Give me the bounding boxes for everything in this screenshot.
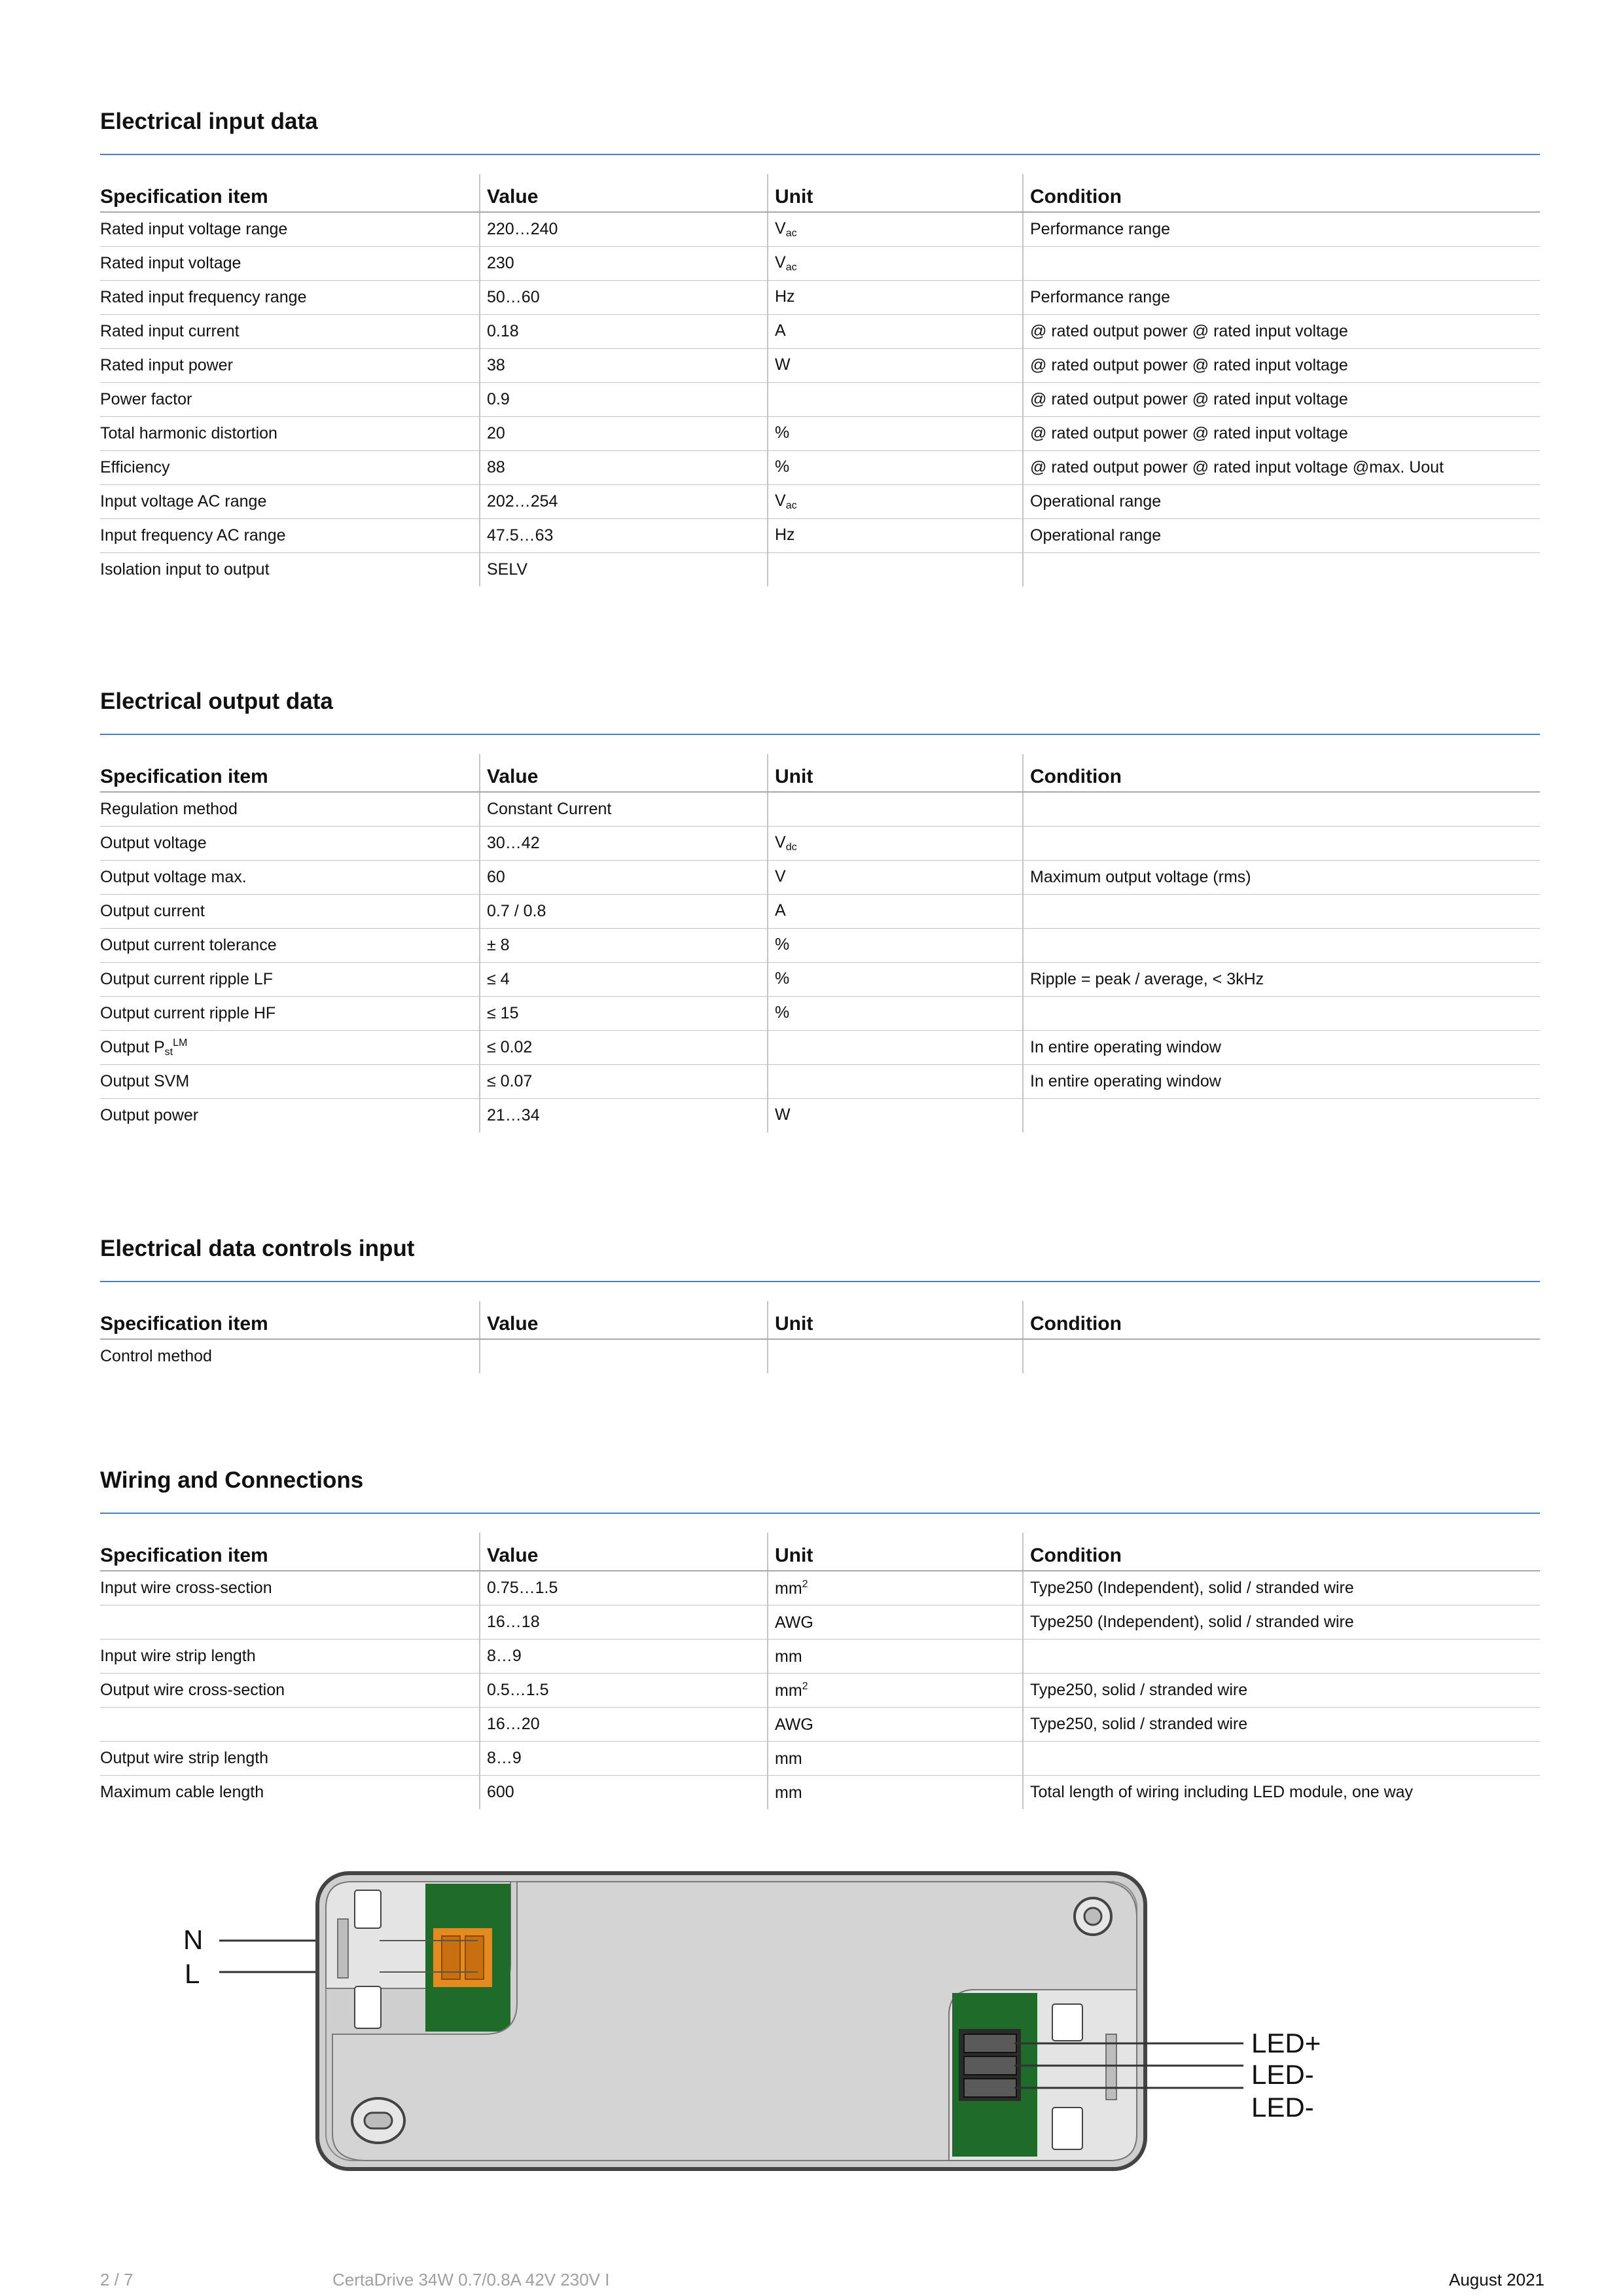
cell-value: 30…42 <box>480 827 768 861</box>
cell-value: 21…34 <box>480 1099 768 1133</box>
output-clamp-led-minus-2 <box>964 2079 1016 2097</box>
header-unit: Unit <box>768 174 1023 212</box>
footer-page-number: 2 / 7 <box>100 2270 134 2289</box>
cell-item: Rated input voltage range <box>100 212 480 247</box>
input-clamp-n <box>442 1936 460 1979</box>
cell-value: 202…254 <box>480 485 768 519</box>
input-label-l: L <box>185 1958 200 1989</box>
output-label-led-plus: LED+ <box>1251 2028 1321 2058</box>
cell-unit: AWG <box>768 1605 1023 1640</box>
cell-value: Constant Current <box>480 792 768 827</box>
cell-condition: @ rated output power @ rated input voltage @max. Uout <box>1023 451 1540 485</box>
cell-unit <box>768 383 1023 417</box>
footer-date: August 2021 <box>1448 2270 1544 2289</box>
cell-condition: Type250 (Independent), solid / stranded wire <box>1023 1571 1540 1605</box>
cell-item: Rated input voltage <box>100 247 480 281</box>
table-electrical-input <box>100 174 1540 586</box>
cell-condition <box>1023 247 1540 281</box>
cell-item: Output current <box>100 895 480 929</box>
header-spec-item: Specification item <box>100 1533 480 1571</box>
cell-item: Control method <box>100 1347 212 1365</box>
cell-value: 60 <box>480 861 768 895</box>
table-row <box>100 315 1540 349</box>
cell-unit <box>768 1031 1023 1065</box>
table-header-row <box>100 754 1540 792</box>
cell-item: Output power <box>100 1105 199 1124</box>
cell-item: Isolation input to output <box>100 560 270 579</box>
cell-unit: $V_{ac}$ <box>768 212 1023 247</box>
cell-condition: Operational range <box>1023 519 1540 553</box>
table-row <box>100 247 1540 281</box>
output-clamp-led-minus-1 <box>964 2056 1016 2075</box>
table-row <box>100 1708 1540 1742</box>
cell-condition <box>1023 1099 1540 1133</box>
mounting-slot-bottom-left <box>365 2113 392 2128</box>
cell-value: 38 <box>480 349 768 383</box>
header-value: Value <box>480 1301 768 1339</box>
cell-value: 8…9 <box>480 1640 768 1674</box>
header-condition: Condition <box>1023 754 1540 792</box>
table-row <box>100 1099 1540 1133</box>
cell-condition: @ rated output power @ rated input voltage <box>1023 349 1540 383</box>
cell-condition <box>1023 1742 1540 1776</box>
cell-item: Output SVM <box>100 1065 480 1099</box>
cell-unit: W <box>768 349 1023 383</box>
cell-item: Efficiency <box>100 451 480 485</box>
cell-condition: Type250, solid / stranded wire <box>1023 1674 1540 1708</box>
cell-condition: Operational range <box>1023 485 1540 519</box>
cell-condition <box>1023 553 1540 587</box>
cell-item: Power factor <box>100 383 480 417</box>
output-label-led-minus-2: LED- <box>1251 2092 1314 2123</box>
cell-item: Rated input power <box>100 349 480 383</box>
section-title-controls: Electrical data controls input <box>100 1236 415 1261</box>
cell-item: Output wire strip length <box>100 1742 480 1776</box>
table-row <box>100 1571 1540 1605</box>
cell-unit: A <box>768 895 1023 929</box>
cell-unit <box>768 792 1023 827</box>
header-value: Value <box>480 754 768 792</box>
cell-value: 88 <box>480 451 768 485</box>
header-condition: Condition <box>1023 1301 1540 1339</box>
table-row <box>100 895 1540 929</box>
cell-unit: % <box>768 451 1023 485</box>
table-row <box>100 1742 1540 1776</box>
table-row <box>100 963 1540 997</box>
table-row <box>100 1605 1540 1640</box>
table-header-row <box>100 1533 1540 1571</box>
table-row <box>100 349 1540 383</box>
cell-condition: @ rated output power @ rated input voltage <box>1023 383 1540 417</box>
header-unit: Unit <box>768 1533 1023 1571</box>
section-title-input: Electrical input data <box>100 109 318 134</box>
table-row <box>100 1776 1540 1810</box>
input-strip-gauge <box>338 1919 348 1978</box>
cell-value: ≤ 0.02 <box>480 1031 768 1065</box>
cell-condition <box>1023 997 1540 1031</box>
cell-unit: % <box>768 963 1023 997</box>
cell-value <box>480 1339 768 1373</box>
cell-item: Total harmonic distortion <box>100 417 480 451</box>
cell-condition: Ripple = peak / average, < 3kHz <box>1023 963 1540 997</box>
table-electrical-output <box>100 754 1540 1132</box>
cell-condition <box>1023 929 1540 963</box>
cell-value: ≤ 15 <box>480 997 768 1031</box>
section-title-wiring: Wiring and Connections <box>100 1467 364 1493</box>
cell-condition: In entire operating window <box>1023 1031 1540 1065</box>
driver-wiring-diagram <box>170 1859 1348 2173</box>
cell-value: 600 <box>480 1776 768 1810</box>
cell-value: 0.18 <box>480 315 768 349</box>
table-row <box>100 1031 1540 1065</box>
cell-item: Input frequency AC range <box>100 519 480 553</box>
header-value: Value <box>480 1533 768 1571</box>
cell-item: Output current ripple HF <box>100 997 480 1031</box>
cell-unit: V <box>768 861 1023 895</box>
cell-unit: mm <box>768 1742 1023 1776</box>
cell-value: SELV <box>480 553 768 587</box>
cell-unit: % <box>768 929 1023 963</box>
section-rule-wiring <box>100 1513 1540 1514</box>
header-condition: Condition <box>1023 1533 1540 1571</box>
table-row <box>100 861 1540 895</box>
cell-value: ≤ 0.07 <box>480 1065 768 1099</box>
cell-condition <box>1023 792 1540 827</box>
cell-condition: Performance range <box>1023 281 1540 315</box>
cell-item: Regulation method <box>100 792 480 827</box>
table-row <box>100 383 1540 417</box>
cell-condition: Total length of wiring including LED module, one way <box>1023 1776 1540 1810</box>
table-row <box>100 281 1540 315</box>
cell-unit: $mm^2$ <box>768 1674 1023 1708</box>
cell-item: Output voltage max. <box>100 861 480 895</box>
mounting-hole-top-right-inner <box>1084 1908 1101 1925</box>
header-spec-item: Specification item <box>100 754 480 792</box>
table-row <box>100 1640 1540 1674</box>
table-row <box>100 519 1540 553</box>
header-spec-item: Specification item <box>100 174 480 212</box>
input-release-slot-bottom <box>355 1986 381 2028</box>
table-row <box>100 929 1540 963</box>
output-release-slot-bottom <box>1052 2108 1082 2149</box>
cell-unit: % <box>768 417 1023 451</box>
cell-value: 0.75…1.5 <box>480 1571 768 1605</box>
table-row <box>100 485 1540 519</box>
cell-value: ≤ 4 <box>480 963 768 997</box>
header-unit: Unit <box>768 754 1023 792</box>
footer-product-name: CertaDrive 34W 0.7/0.8A 42V 230V I <box>332 2270 610 2289</box>
section-title-output: Electrical output data <box>100 689 333 714</box>
input-clamp-l <box>465 1936 484 1979</box>
cell-item: Maximum cable length <box>100 1783 264 1801</box>
cell-unit: $V_{ac}$ <box>768 247 1023 281</box>
cell-unit: $V_{dc}$ <box>768 827 1023 861</box>
cell-condition: In entire operating window <box>1023 1065 1540 1099</box>
cell-unit: mm <box>768 1776 1023 1810</box>
cell-condition <box>1023 1339 1540 1373</box>
cell-unit: $mm^2$ <box>768 1571 1023 1605</box>
cell-item: Rated input current <box>100 315 480 349</box>
input-label-n: N <box>183 1924 204 1955</box>
section-rule-controls <box>100 1281 1540 1282</box>
cell-item: Input voltage AC range <box>100 485 480 519</box>
table-row <box>100 1065 1540 1099</box>
header-unit: Unit <box>768 1301 1023 1339</box>
table-header-row <box>100 1301 1540 1339</box>
cell-item: Input wire cross-section <box>100 1571 480 1605</box>
input-release-slot-top <box>355 1890 381 1928</box>
cell-value: 0.5…1.5 <box>480 1674 768 1708</box>
cell-condition: Maximum output voltage (rms) <box>1023 861 1540 895</box>
cell-value: 16…18 <box>480 1605 768 1640</box>
output-release-slot-top <box>1052 2004 1082 2041</box>
cell-condition <box>1023 1640 1540 1674</box>
cell-value: 0.9 <box>480 383 768 417</box>
cell-value: 230 <box>480 247 768 281</box>
table-row <box>100 1674 1540 1708</box>
table-header-row <box>100 174 1540 212</box>
cell-condition: @ rated output power @ rated input voltage <box>1023 417 1540 451</box>
cell-unit: W <box>768 1099 1023 1133</box>
cell-value: ± 8 <box>480 929 768 963</box>
table-row <box>100 451 1540 485</box>
cell-unit <box>768 1339 1023 1373</box>
cell-item: Output current tolerance <box>100 929 480 963</box>
table-wiring-connections <box>100 1533 1540 1809</box>
section-rule-output <box>100 734 1540 735</box>
cell-item: Output current ripple LF <box>100 963 480 997</box>
cell-item <box>100 1708 480 1742</box>
cell-value: 16…20 <box>480 1708 768 1742</box>
cell-condition <box>1023 895 1540 929</box>
table-row <box>100 553 1540 587</box>
cell-item: Output wire cross-section <box>100 1674 480 1708</box>
cell-unit <box>768 1065 1023 1099</box>
cell-item: Output voltage <box>100 827 480 861</box>
header-value: Value <box>480 174 768 212</box>
header-condition: Condition <box>1023 174 1540 212</box>
cell-unit: AWG <box>768 1708 1023 1742</box>
cell-value: 47.5…63 <box>480 519 768 553</box>
output-clamp-led-plus <box>964 2034 1016 2053</box>
cell-unit: $V_{ac}$ <box>768 485 1023 519</box>
cell-condition: Type250, solid / stranded wire <box>1023 1708 1540 1742</box>
header-spec-item: Specification item <box>100 1301 480 1339</box>
table-row <box>100 827 1540 861</box>
section-rule-input <box>100 154 1540 155</box>
cell-value: 0.7 / 0.8 <box>480 895 768 929</box>
cell-unit: % <box>768 997 1023 1031</box>
cell-item: Input wire strip length <box>100 1640 480 1674</box>
cell-value: 220…240 <box>480 212 768 247</box>
table-row <box>100 212 1540 247</box>
cell-item <box>100 1605 480 1640</box>
cell-condition <box>1023 827 1540 861</box>
cell-unit <box>768 553 1023 587</box>
table-row <box>100 997 1540 1031</box>
table-row <box>100 792 1540 827</box>
cell-value: 8…9 <box>480 1742 768 1776</box>
cell-condition: Type250 (Independent), solid / stranded wire <box>1023 1605 1540 1640</box>
cell-value: 20 <box>480 417 768 451</box>
table-row <box>100 1339 1540 1373</box>
output-label-led-minus-1: LED- <box>1251 2059 1314 2090</box>
cell-unit: mm <box>768 1640 1023 1674</box>
table-controls-input <box>100 1301 1540 1373</box>
table-row <box>100 417 1540 451</box>
cell-item: Rated input frequency range <box>100 281 480 315</box>
cell-value: 50…60 <box>480 281 768 315</box>
cell-condition: Performance range <box>1023 212 1540 247</box>
cell-condition: @ rated output power @ rated input voltage <box>1023 315 1540 349</box>
cell-unit: A <box>768 315 1023 349</box>
cell-unit: Hz <box>768 519 1023 553</box>
cell-unit: Hz <box>768 281 1023 315</box>
cell-item: Output $P_{st}^{LM}$ <box>100 1031 480 1065</box>
